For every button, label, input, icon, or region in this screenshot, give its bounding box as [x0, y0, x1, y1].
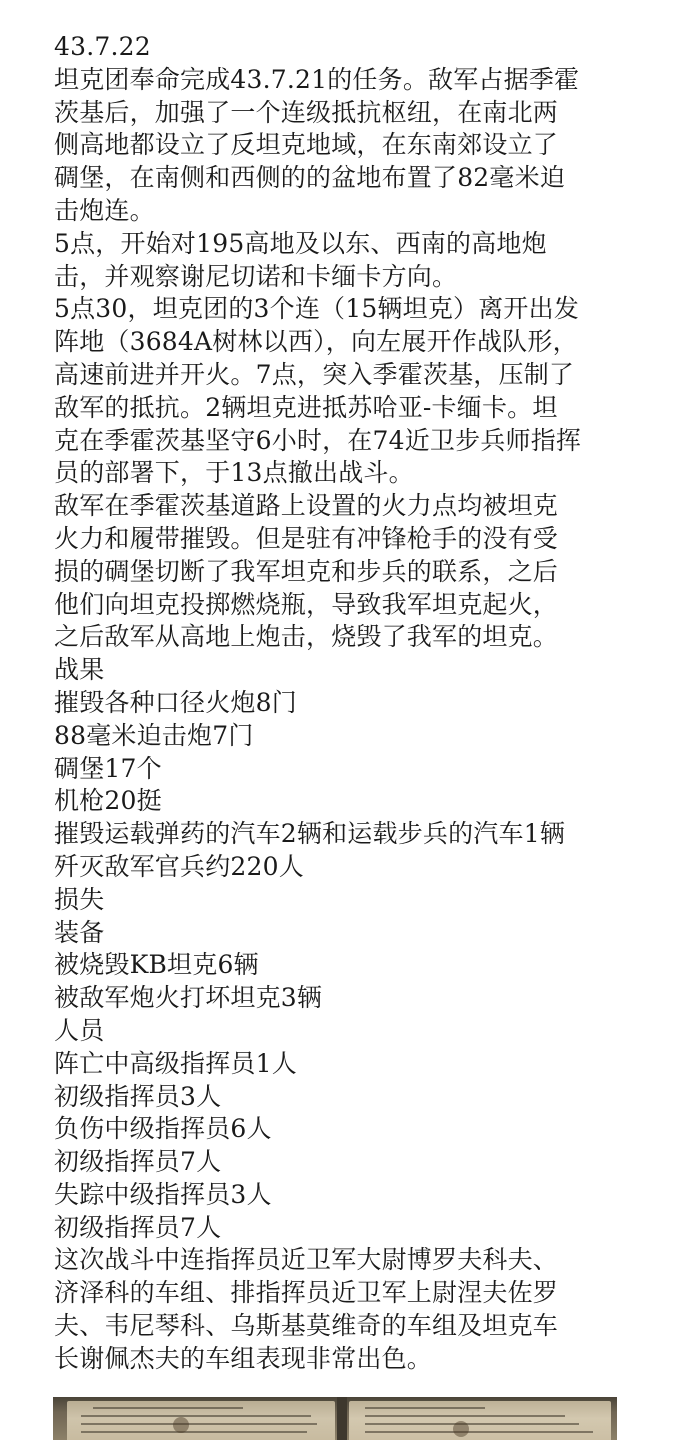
text-line: 摧毁各种口径火炮8门 — [54, 687, 297, 717]
text-line: 88毫米迫击炮7门 — [54, 720, 254, 750]
text-line: 碉堡17个 — [54, 753, 162, 783]
text-line: 被烧毁KB坦克6辆 — [54, 950, 259, 980]
typed-line — [365, 1423, 579, 1425]
typed-line — [365, 1431, 593, 1433]
typed-line — [365, 1407, 485, 1409]
text-line: 装备 — [54, 917, 105, 947]
text-line: 碉堡，在南侧和西侧的的盆地布置了82毫米迫 — [54, 163, 566, 193]
text-line: 5点，开始对195高地及以东、西南的高地炮 — [54, 228, 547, 258]
text-line: 长谢佩杰夫的车组表现非常出色。 — [54, 1343, 433, 1373]
text-line: 这次战斗中连指挥员近卫军大尉博罗夫科夫、 — [54, 1245, 559, 1275]
text-line: 初级指挥员7人 — [54, 1147, 222, 1177]
text-line: 高速前进并开火。7点，突入季霍茨基，压制了 — [54, 359, 575, 389]
article-text — [54, 31, 634, 1376]
text-line: 敌军的抵抗。2辆坦克进抵苏哈亚-卡缅卡。坦 — [54, 392, 558, 422]
text-line: 茨基后，加强了一个连级抵抗枢纽，在南北两 — [54, 97, 559, 127]
text-line: 43.7.22 — [54, 32, 151, 61]
text-line: 击，并观察谢尼切诺和卡缅卡方向。 — [54, 261, 458, 291]
typed-line — [81, 1423, 317, 1425]
text-line: 负伤中级指挥员6人 — [54, 1114, 272, 1144]
text-line: 5点30，坦克团的3个连（15辆坦克）离开出发 — [54, 294, 580, 324]
text-line: 阵亡中高级指挥员1人 — [54, 1048, 297, 1078]
text-line: 敌军在季霍茨基道路上设置的火力点均被坦克 — [54, 491, 559, 521]
text-line: 火力和履带摧毁。但是驻有冲锋枪手的没有受 — [54, 523, 559, 553]
text-line: 员的部署下，于13点撤出战斗。 — [54, 458, 414, 488]
text-line: 摧毁运载弹药的汽车2辆和运载步兵的汽车1辆 — [54, 819, 566, 849]
stain-mark — [453, 1421, 469, 1437]
text-line: 阵地（3684A树林以西），向左展开作战队形， — [54, 327, 578, 357]
archival-document-photo[interactable] — [53, 1397, 617, 1440]
document-fold — [337, 1397, 347, 1440]
text-line: 击炮连。 — [54, 195, 155, 225]
text-line: 坦克团奉命完成43.7.21的任务。敌军占据季霍 — [54, 64, 580, 94]
text-line: 初级指挥员7人 — [54, 1212, 222, 1242]
text-line: 初级指挥员3人 — [54, 1081, 222, 1111]
text-line: 损的碉堡切断了我军坦克和步兵的联系，之后 — [54, 556, 559, 586]
text-line: 被敌军炮火打坏坦克3辆 — [54, 983, 323, 1013]
text-line: 夫、韦尼琴科、乌斯基莫维奇的车组及坦克车 — [54, 1311, 559, 1341]
text-line: 他们向坦克投掷燃烧瓶，导致我军坦克起火， — [54, 589, 559, 619]
text-line: 失踪中级指挥员3人 — [54, 1179, 272, 1209]
typed-line — [365, 1415, 565, 1417]
typed-line — [81, 1415, 311, 1417]
text-line: 歼灭敌军官兵约220人 — [54, 851, 304, 881]
text-line: 人员 — [54, 1015, 105, 1045]
text-line: 之后敌军从高地上炮击，烧毁了我军的坦克。 — [54, 622, 559, 652]
typed-line — [93, 1407, 243, 1409]
text-line: 损失 — [54, 884, 105, 914]
text-line: 战果 — [54, 655, 105, 685]
text-line: 济泽科的车组、排指挥员近卫军上尉涅夫佐罗 — [54, 1278, 559, 1308]
text-line: 机枪20挺 — [54, 786, 162, 816]
typed-line — [81, 1431, 307, 1433]
text-line: 侧高地都设立了反坦克地域，在东南郊设立了 — [54, 130, 559, 160]
text-line: 克在季霍茨基坚守6小时，在74近卫步兵师指挥 — [54, 425, 582, 455]
stain-mark — [173, 1417, 189, 1433]
